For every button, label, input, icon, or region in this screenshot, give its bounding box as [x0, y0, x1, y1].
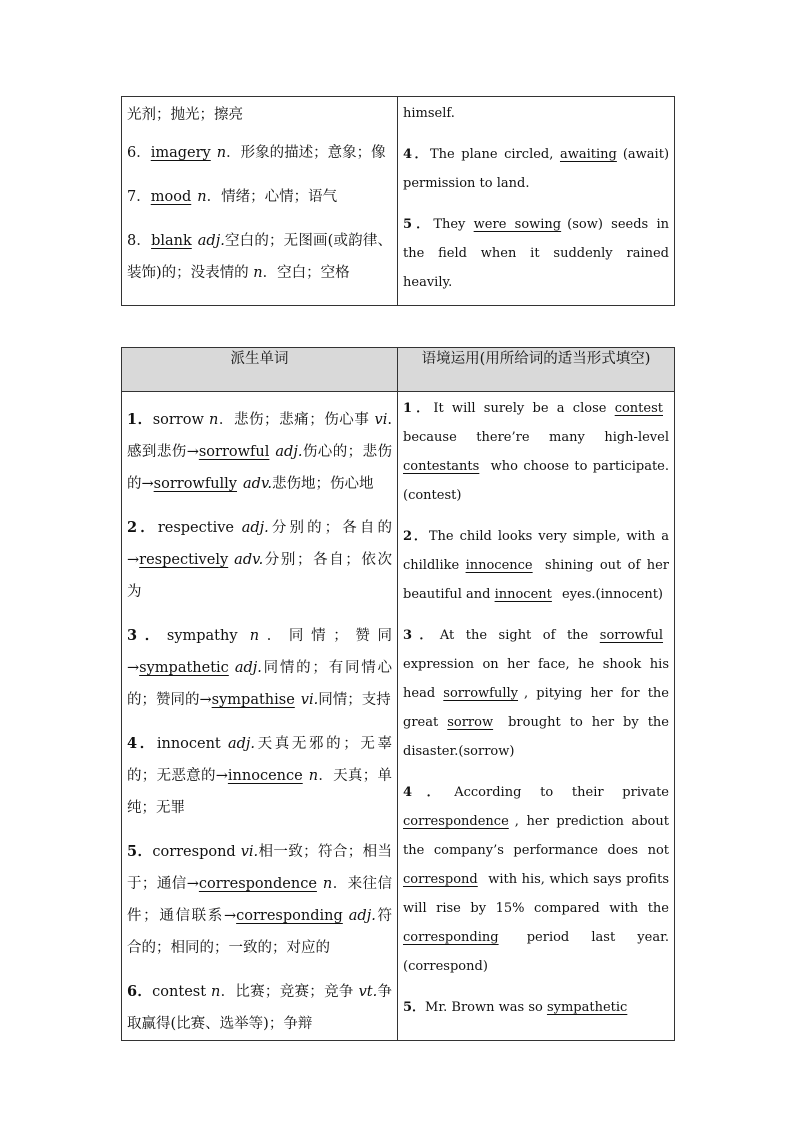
answer-blank: contestants [403, 459, 480, 474]
answer-blank: corresponding [403, 930, 499, 945]
derivative-item: 3．sympathy n．同情；赞同→sympathetic adj.同情的；有同情心的；赞同的→sympathise vi.同情；支持 [127, 627, 392, 708]
exercise-sentence: 4．According to their private correspondence , her prediction about the company’s performance does not correspond with his, which says profits will rise by 15% compared with the corresponding period last year.(correspond) [403, 785, 669, 974]
answer-blank: imagery [150, 145, 211, 161]
derivative-item: 6．contest n．比赛；竞赛；竞争 vt.争取赢得(比赛、选举等)；争辩 [127, 983, 393, 1032]
derivative-item: 2．respective adj.分别的；各自的→respectively adv.分别；各自；依次为 [127, 519, 392, 600]
answer-blank: mood [150, 189, 192, 205]
answer-blank: innocence [465, 558, 533, 573]
answer-blank: correspond [403, 872, 478, 887]
exercise-sentence: 2．The child looks very simple, with a childlike innocence shining out of her beautiful and innocent eyes.(innocent) [403, 529, 670, 602]
answer-blank: respectively [139, 552, 229, 568]
vocab-item: 8．blank adj.空白的；无图画(或韵律、装饰)的；没表情的 n．空白；空格 [127, 233, 392, 281]
answer-blank: innocent [494, 587, 552, 602]
answer-blank: sorrowfully [153, 476, 238, 492]
vocab-table-continued [121, 96, 675, 306]
derivative-item: 4．innocent adj.天真无邪的；无辜的；无恶意的→innocence n．天真；单纯；无罪 [127, 735, 393, 816]
answer-blank: sympathetic [139, 660, 229, 676]
answer-blank: correspondence [198, 876, 317, 892]
derivatives-table [121, 347, 675, 1041]
exercise-sentence: 3．At the sight of the sorrowful expression on her face, he shook his head sorrowfully , pitying her for the great sorrow brought to her by the disaster.(sorrow) [403, 628, 669, 759]
answer-blank: innocence [227, 768, 303, 784]
exercise-sentence: 1．It will surely be a close contest because there’re many high-level contestants who choose to participate.(contest) [403, 401, 669, 503]
derivatives-cell-left [122, 392, 398, 1041]
derivative-item: 5．correspond vi.相一致；符合；相当于；通信→correspondence n．来往信件；通信联系→corresponding adj.符合的；相同的；一致的；对应的 [127, 843, 393, 956]
answer-blank: were sowing [473, 217, 562, 232]
answer-blank: awaiting [559, 147, 617, 162]
exercise-sentence: 5．Mr. Brown was so sympathetic [403, 993, 669, 1022]
exercise-sentence: 4．The plane circled, awaiting (await) permission to land. [403, 147, 670, 191]
answer-blank: sorrowful [599, 628, 664, 643]
vocab-cell-left [122, 97, 398, 306]
answer-blank: sympathetic [546, 1000, 628, 1015]
vocab-item-continued: 光剂；抛光；擦亮 [127, 107, 243, 123]
exercise-sentence: 5．They were sowing (sow) seeds in the field when it suddenly rained heavily. [403, 217, 669, 290]
answer-blank: sorrowful [198, 444, 270, 460]
context-cell-right [398, 392, 675, 1041]
header-derived-words: 派生单词 [122, 348, 398, 392]
exercise-cell-right [398, 97, 675, 306]
derivative-item: 1．sorrow n．悲伤；悲痛；伤心事 vi.感到悲伤→sorrowful adj.伤心的；悲伤的→sorrowfully adv.悲伤地；伤心地 [127, 411, 392, 492]
answer-blank: sympathise [211, 692, 295, 708]
vocab-item: 7．mood n．情绪；心情；语气 [127, 189, 338, 205]
vocab-item: 6．imagery n．形象的描述；意象；像 [127, 145, 386, 161]
answer-blank: correspondence [403, 814, 509, 829]
header-context-usage: 语境运用(用所给词的适当形式填空) [398, 348, 675, 392]
answer-blank: sorrow [447, 715, 494, 730]
answer-blank: blank [151, 233, 192, 249]
sentence-continued: himself. [403, 106, 455, 121]
answer-blank: contest [614, 401, 663, 416]
answer-blank: corresponding [236, 908, 343, 924]
answer-blank: sorrowfully [443, 686, 519, 701]
